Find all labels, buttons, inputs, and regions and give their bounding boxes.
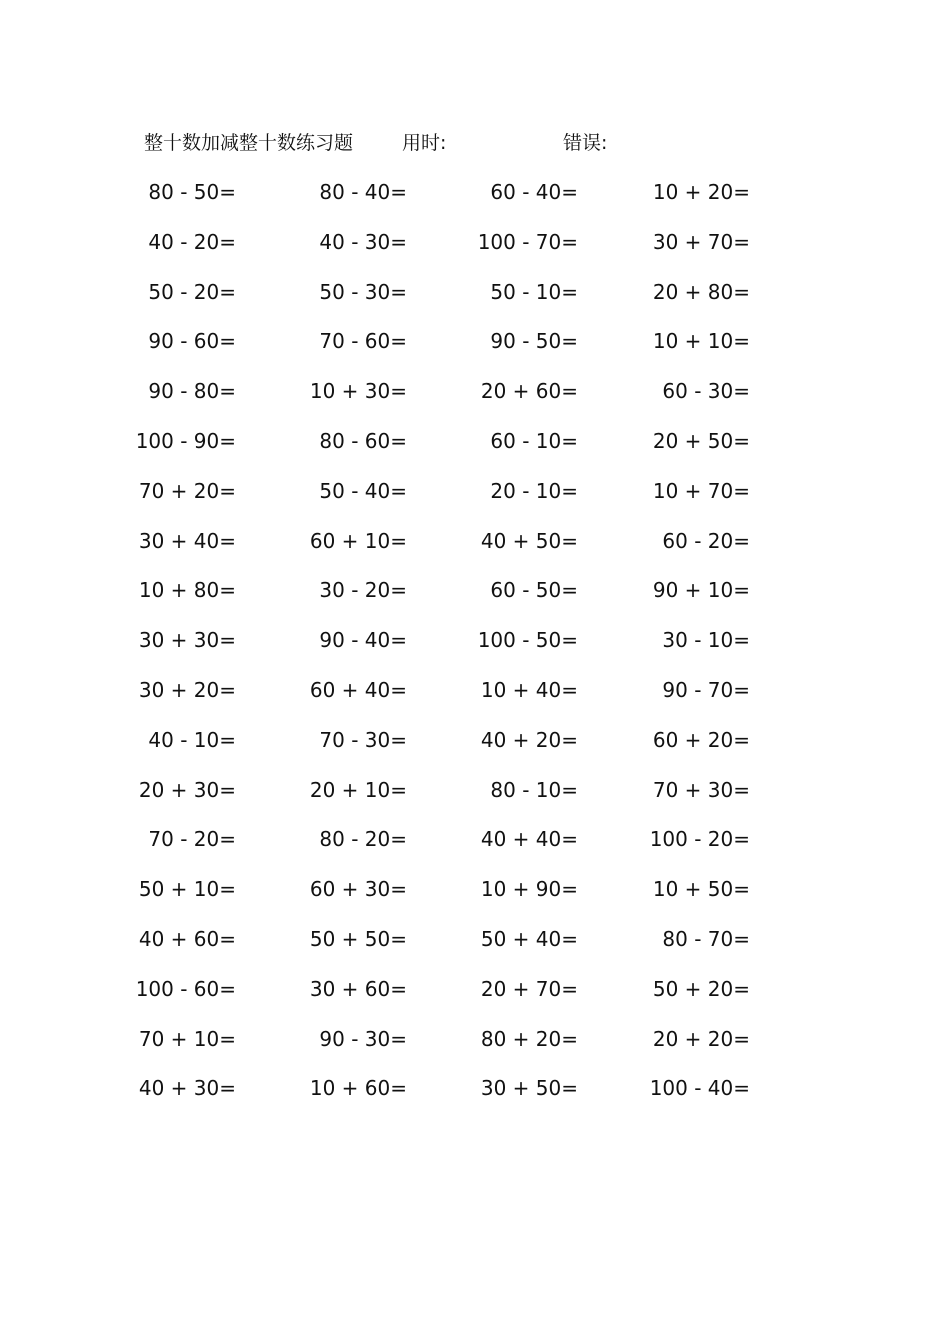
arithmetic-problem: 40 + 60= [138, 927, 236, 951]
arithmetic-problem: 10 + 90= [480, 877, 578, 902]
worksheet-header [0, 128, 950, 158]
problem-row [0, 972, 950, 1006]
problem-row [0, 424, 950, 458]
arithmetic-problem: 90 - 40= [319, 628, 407, 653]
arithmetic-problem: 30 + 40= [138, 528, 236, 553]
arithmetic-problem: 70 + 20= [138, 478, 236, 503]
arithmetic-problem: 30 - 10= [662, 628, 750, 653]
arithmetic-problem: 20 + 70= [480, 976, 578, 1001]
arithmetic-problem: 30 + 30= [138, 628, 236, 653]
arithmetic-problem: 50 + 10= [138, 877, 236, 902]
problem-row [0, 1071, 950, 1105]
arithmetic-problem: 10 + 50= [652, 877, 750, 902]
arithmetic-problem: 60 + 10= [309, 528, 407, 553]
arithmetic-problem: 100 - 60= [135, 976, 236, 1001]
arithmetic-problem: 40 + 40= [480, 827, 578, 852]
arithmetic-problem: 100 - 20= [649, 827, 750, 852]
arithmetic-problem: 60 - 10= [490, 429, 578, 453]
errors-label: 错误: [563, 132, 608, 154]
arithmetic-problem: 80 - 20= [319, 827, 407, 852]
arithmetic-problem: 90 - 50= [490, 329, 578, 354]
arithmetic-problem: 50 - 20= [148, 279, 236, 304]
time-label: 用时: [402, 132, 447, 154]
arithmetic-problem: 20 - 10= [490, 478, 578, 503]
arithmetic-problem: 40 - 10= [148, 727, 236, 752]
arithmetic-problem: 70 - 20= [148, 827, 236, 852]
arithmetic-problem: 30 + 70= [652, 229, 750, 254]
arithmetic-problem: 30 + 60= [309, 976, 407, 1001]
problem-row [0, 474, 950, 508]
arithmetic-problem: 20 + 10= [309, 777, 407, 802]
arithmetic-problem: 100 - 70= [477, 229, 578, 254]
arithmetic-problem: 70 - 30= [319, 727, 407, 752]
arithmetic-problem: 20 + 50= [652, 429, 750, 453]
arithmetic-problem: 80 - 60= [319, 429, 407, 453]
arithmetic-problem: 80 - 10= [490, 777, 578, 802]
arithmetic-problem: 90 - 80= [148, 379, 236, 404]
arithmetic-problem: 10 + 40= [480, 678, 578, 702]
problem-grid [0, 175, 950, 1105]
arithmetic-problem: 90 - 30= [319, 1026, 407, 1051]
arithmetic-problem: 60 + 40= [309, 678, 407, 702]
arithmetic-problem: 30 - 20= [319, 578, 407, 603]
problem-row [0, 673, 950, 707]
arithmetic-problem: 10 + 30= [309, 379, 407, 404]
arithmetic-problem: 20 + 30= [138, 777, 236, 802]
arithmetic-problem: 50 + 40= [480, 927, 578, 951]
arithmetic-problem: 20 + 80= [652, 279, 750, 304]
arithmetic-problem: 80 - 50= [148, 180, 236, 204]
arithmetic-problem: 10 + 80= [138, 578, 236, 603]
arithmetic-problem: 40 + 30= [138, 1076, 236, 1101]
arithmetic-problem: 100 - 40= [649, 1076, 750, 1101]
worksheet-title: 整十数加减整十数练习题 [144, 132, 354, 154]
arithmetic-problem: 90 - 70= [662, 678, 750, 702]
arithmetic-problem: 70 + 10= [138, 1026, 236, 1051]
arithmetic-problem: 10 + 10= [652, 329, 750, 354]
arithmetic-problem: 80 + 20= [480, 1026, 578, 1051]
arithmetic-problem: 30 + 20= [138, 678, 236, 702]
arithmetic-problem: 90 - 60= [148, 329, 236, 354]
problem-row [0, 324, 950, 358]
problem-row [0, 524, 950, 558]
problem-row [0, 623, 950, 657]
problem-row [0, 872, 950, 906]
arithmetic-problem: 10 + 60= [309, 1076, 407, 1101]
problem-row [0, 175, 950, 209]
arithmetic-problem: 30 + 50= [480, 1076, 578, 1101]
arithmetic-problem: 70 + 30= [652, 777, 750, 802]
arithmetic-problem: 100 - 90= [135, 429, 236, 453]
arithmetic-problem: 60 - 50= [490, 578, 578, 603]
arithmetic-problem: 20 + 20= [652, 1026, 750, 1051]
arithmetic-problem: 80 - 40= [319, 180, 407, 204]
problem-row [0, 822, 950, 856]
arithmetic-problem: 60 + 20= [652, 727, 750, 752]
problem-row [0, 374, 950, 408]
arithmetic-problem: 50 - 30= [319, 279, 407, 304]
arithmetic-problem: 90 + 10= [652, 578, 750, 603]
arithmetic-problem: 70 - 60= [319, 329, 407, 354]
arithmetic-problem: 40 + 20= [480, 727, 578, 752]
problem-row [0, 773, 950, 807]
problem-row [0, 275, 950, 309]
arithmetic-problem: 60 - 40= [490, 180, 578, 204]
arithmetic-problem: 10 + 70= [652, 478, 750, 503]
arithmetic-problem: 100 - 50= [477, 628, 578, 653]
arithmetic-problem: 60 + 30= [309, 877, 407, 902]
arithmetic-problem: 80 - 70= [662, 927, 750, 951]
problem-row [0, 922, 950, 956]
arithmetic-problem: 50 + 50= [309, 927, 407, 951]
arithmetic-problem: 10 + 20= [652, 180, 750, 204]
arithmetic-problem: 50 + 20= [652, 976, 750, 1001]
problem-row [0, 723, 950, 757]
arithmetic-problem: 50 - 10= [490, 279, 578, 304]
problem-row [0, 225, 950, 259]
arithmetic-problem: 40 - 20= [148, 229, 236, 254]
arithmetic-problem: 20 + 60= [480, 379, 578, 404]
problem-row [0, 1022, 950, 1056]
problem-row [0, 573, 950, 607]
arithmetic-problem: 40 + 50= [480, 528, 578, 553]
arithmetic-problem: 60 - 30= [662, 379, 750, 404]
arithmetic-problem: 60 - 20= [662, 528, 750, 553]
arithmetic-problem: 50 - 40= [319, 478, 407, 503]
arithmetic-problem: 40 - 30= [319, 229, 407, 254]
